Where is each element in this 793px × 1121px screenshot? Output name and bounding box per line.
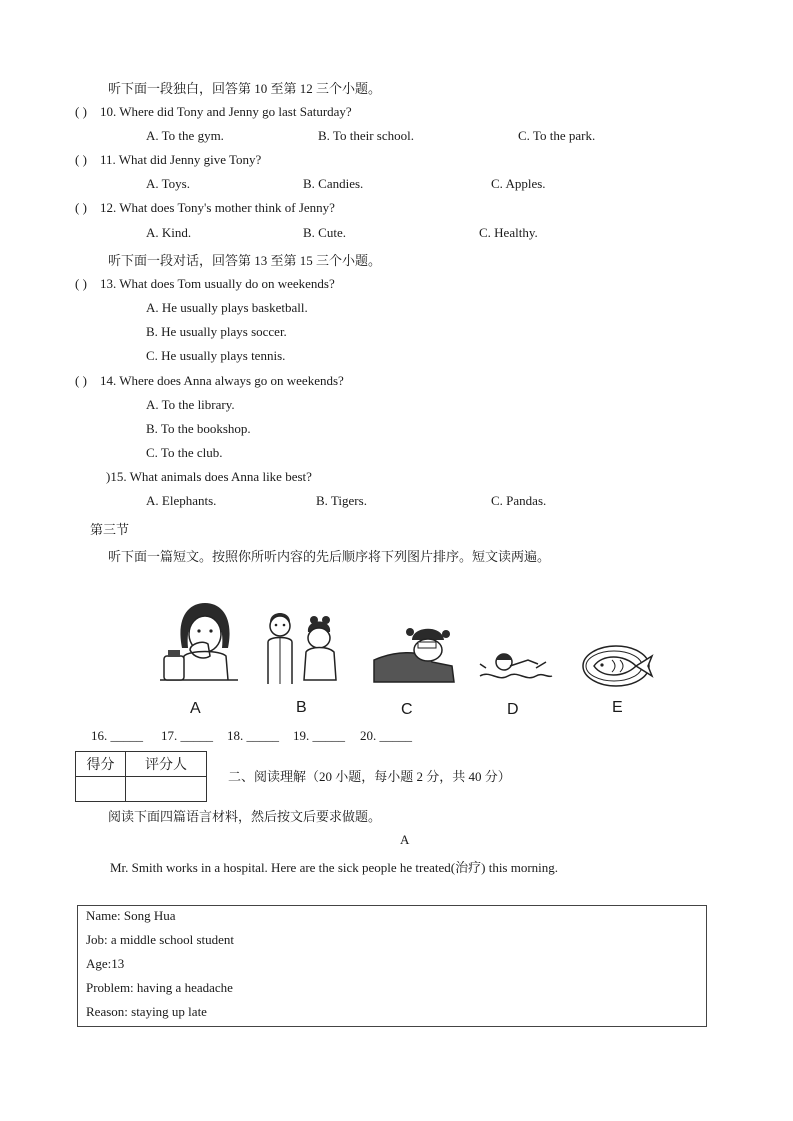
option-14b: B. To the bookshop. [146,421,251,436]
option-10a: A. To the gym. [146,128,224,143]
question-12: 12. What does Tony's mother think of Jenny? [100,200,335,215]
grader-cell[interactable] [126,777,207,802]
score-header: 得分 [76,752,126,777]
question-13: 13. What does Tom usually do on weekends? [100,276,335,291]
picture-label-b: B [296,699,307,716]
fish-on-plate-picture [580,640,656,690]
option-15a: A. Elephants. [146,493,217,508]
option-15b: B. Tigers. [316,493,367,508]
sick-girl-picture [160,598,240,683]
patient-info-card [77,905,707,1027]
answer-blank-18[interactable]: 18. _____ [227,728,279,743]
monologue-instruction: 听下面一段独白，回答第 10 至第 12 三个小题。 [108,81,382,96]
answer-bracket-11[interactable]: ( ) [75,152,87,167]
option-10b: B. To their school. [318,128,414,143]
section-3-heading: 第三节 [90,522,130,537]
answer-bracket-13[interactable]: ( ) [75,276,87,291]
question-11: 11. What did Jenny give Tony? [100,152,262,167]
question-14: 14. Where does Anna always go on weekends? [100,373,344,388]
question-10: 10. Where did Tony and Jenny go last Saturday? [100,104,352,119]
picture-label-a: A [190,700,201,717]
reading-section-title: 二、阅读理解（20 小题，每小题 2 分，共 40 分） [228,769,511,784]
answer-bracket-12[interactable]: ( ) [75,200,87,215]
option-11a: A. Toys. [146,176,190,191]
dialogue-instruction: 听下面一段对话，回答第 13 至第 15 三个小题。 [108,253,382,268]
patient-name: Name: Song Hua [86,908,176,923]
answer-bracket-10[interactable]: ( ) [75,104,87,119]
picture-label-e: E [612,699,623,716]
option-14c: C. To the club. [146,445,223,460]
picture-label-c: C [401,701,413,718]
picture-label-d: D [507,701,519,718]
question-15: )15. What animals does Anna like best? [106,469,312,484]
score-cell[interactable] [76,777,126,802]
option-12c: C. Healthy. [479,225,538,240]
option-11c: C. Apples. [491,176,546,191]
patient-job: Job: a middle school student [86,932,235,947]
swimmer-picture [476,648,554,688]
answer-bracket-14[interactable]: ( ) [75,373,87,388]
passage-intro: Mr. Smith works in a hospital. Here are the sick people he treated(治疗) this morning. [110,860,559,875]
section-3-instruction: 听下面一篇短文。按照你所听内容的先后顺序将下列图片排序。短文读两遍。 [108,549,551,564]
option-13c: C. He usually plays tennis. [146,348,286,363]
child-in-bed-picture [372,622,458,684]
option-12a: A. Kind. [146,225,192,240]
option-14a: A. To the library. [146,397,235,412]
score-table [75,751,207,802]
option-12b: B. Cute. [303,225,346,240]
reading-instruction: 阅读下面四篇语言材料，然后按文后要求做题。 [108,809,382,824]
doctor-and-child-picture [262,606,342,686]
option-15c: C. Pandas. [491,493,547,508]
passage-label: A [400,832,410,847]
option-11b: B. Candies. [303,176,364,191]
answer-blank-16[interactable]: 16. _____ [91,728,143,743]
patient-age: Age:13 [86,956,125,971]
patient-problem: Problem: having a headache [86,980,233,995]
option-13a: A. He usually plays basketball. [146,300,308,315]
option-10c: C. To the park. [518,128,596,143]
answer-blank-19[interactable]: 19. _____ [293,728,345,743]
answer-blank-17[interactable]: 17. _____ [161,728,213,743]
patient-reason: Reason: staying up late [86,1004,207,1019]
answer-blank-20[interactable]: 20. _____ [360,728,412,743]
grader-header: 评分人 [126,752,207,777]
option-13b: B. He usually plays soccer. [146,324,287,339]
